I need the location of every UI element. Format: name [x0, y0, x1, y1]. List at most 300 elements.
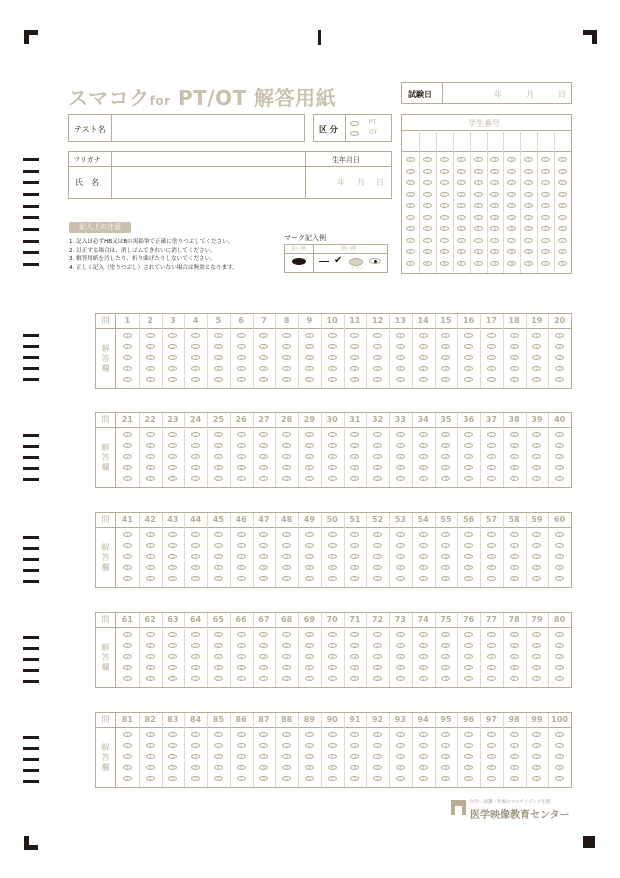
- student-number-bubble[interactable]: 8: [507, 249, 516, 254]
- answer-bubble[interactable]: 3: [555, 454, 564, 459]
- answer-bubble[interactable]: 5: [168, 377, 177, 382]
- student-number-bubble[interactable]: 9: [474, 261, 483, 266]
- answer-bubble[interactable]: 4: [237, 665, 246, 670]
- answer-bubble[interactable]: 4: [259, 366, 268, 371]
- answer-bubble[interactable]: 2: [350, 743, 359, 748]
- student-number-bubble[interactable]: 6: [406, 226, 415, 231]
- answer-bubble[interactable]: 2: [214, 543, 223, 548]
- answer-bubble[interactable]: 4: [373, 665, 382, 670]
- student-number-bubble[interactable]: 4: [541, 203, 550, 208]
- answer-bubble[interactable]: 4: [350, 565, 359, 570]
- answer-bubble[interactable]: 5: [419, 676, 428, 681]
- answer-bubble[interactable]: 3: [487, 454, 496, 459]
- answer-bubble[interactable]: 3: [282, 355, 291, 360]
- student-number-bubble[interactable]: 3: [558, 192, 567, 197]
- answer-bubble[interactable]: 3: [328, 754, 337, 759]
- answer-bubble[interactable]: 5: [282, 676, 291, 681]
- answer-bubble[interactable]: 1: [237, 333, 246, 338]
- student-number-bubble[interactable]: 3: [541, 192, 550, 197]
- answer-bubble[interactable]: 1: [350, 432, 359, 437]
- answer-bubble[interactable]: 3: [373, 355, 382, 360]
- student-number-bubble[interactable]: 1: [440, 169, 449, 174]
- student-number-bubble[interactable]: 4: [474, 203, 483, 208]
- answer-bubble[interactable]: 4: [146, 565, 155, 570]
- answer-bubble[interactable]: 3: [532, 554, 541, 559]
- answer-bubble[interactable]: 2: [123, 443, 132, 448]
- student-number-bubble[interactable]: 6: [507, 226, 516, 231]
- student-number-bubble[interactable]: 4: [423, 203, 432, 208]
- student-number-bubble[interactable]: 9: [457, 261, 466, 266]
- student-number-bubble[interactable]: 1: [541, 169, 550, 174]
- answer-bubble[interactable]: 2: [441, 743, 450, 748]
- student-number-bubble[interactable]: 5: [457, 215, 466, 220]
- answer-bubble[interactable]: 4: [373, 465, 382, 470]
- answer-bubble[interactable]: 5: [510, 476, 519, 481]
- answer-bubble[interactable]: 3: [532, 355, 541, 360]
- answer-bubble[interactable]: 5: [168, 776, 177, 781]
- answer-bubble[interactable]: 2: [532, 643, 541, 648]
- answer-bubble[interactable]: 1: [123, 732, 132, 737]
- student-number-bubble[interactable]: 2: [524, 180, 533, 185]
- answer-bubble[interactable]: 5: [259, 377, 268, 382]
- answer-bubble[interactable]: 2: [282, 543, 291, 548]
- answer-bubble[interactable]: 4: [146, 465, 155, 470]
- answer-bubble[interactable]: 3: [555, 754, 564, 759]
- answer-bubble[interactable]: 3: [487, 754, 496, 759]
- student-number-bubble[interactable]: 3: [524, 192, 533, 197]
- answer-bubble[interactable]: 2: [464, 743, 473, 748]
- answer-bubble[interactable]: 5: [282, 776, 291, 781]
- answer-bubble[interactable]: 5: [123, 776, 132, 781]
- answer-bubble[interactable]: 1: [305, 732, 314, 737]
- student-number-bubble[interactable]: 7: [423, 238, 432, 243]
- answer-bubble[interactable]: 2: [373, 344, 382, 349]
- answer-bubble[interactable]: 2: [373, 443, 382, 448]
- answer-bubble[interactable]: 3: [191, 554, 200, 559]
- student-number-bubble[interactable]: 4: [507, 203, 516, 208]
- student-number-bubble[interactable]: 8: [490, 249, 499, 254]
- answer-bubble[interactable]: 4: [441, 765, 450, 770]
- answer-bubble[interactable]: 2: [214, 443, 223, 448]
- answer-bubble[interactable]: 5: [396, 676, 405, 681]
- answer-bubble[interactable]: 3: [487, 554, 496, 559]
- answer-bubble[interactable]: 1: [191, 632, 200, 637]
- answer-bubble[interactable]: 4: [214, 765, 223, 770]
- answer-bubble[interactable]: 5: [168, 576, 177, 581]
- answer-bubble[interactable]: 4: [350, 665, 359, 670]
- answer-bubble[interactable]: 5: [259, 776, 268, 781]
- answer-bubble[interactable]: 3: [510, 355, 519, 360]
- answer-bubble[interactable]: 3: [396, 754, 405, 759]
- student-number-bubble[interactable]: 2: [440, 180, 449, 185]
- answer-bubble[interactable]: 2: [168, 543, 177, 548]
- answer-bubble[interactable]: 1: [259, 532, 268, 537]
- answer-bubble[interactable]: 4: [419, 366, 428, 371]
- answer-bubble[interactable]: 3: [259, 355, 268, 360]
- answer-bubble[interactable]: 3: [259, 654, 268, 659]
- answer-bubble[interactable]: 5: [214, 776, 223, 781]
- answer-bubble[interactable]: 2: [510, 543, 519, 548]
- answer-bubble[interactable]: 1: [532, 432, 541, 437]
- answer-bubble[interactable]: 5: [123, 676, 132, 681]
- answer-bubble[interactable]: 1: [555, 732, 564, 737]
- answer-bubble[interactable]: 2: [464, 344, 473, 349]
- answer-bubble[interactable]: 3: [532, 754, 541, 759]
- answer-bubble[interactable]: 4: [419, 565, 428, 570]
- student-number-bubble[interactable]: 5: [474, 215, 483, 220]
- answer-bubble[interactable]: 4: [396, 465, 405, 470]
- answer-bubble[interactable]: 4: [373, 366, 382, 371]
- answer-bubble[interactable]: 1: [328, 732, 337, 737]
- answer-bubble[interactable]: 1: [214, 632, 223, 637]
- answer-bubble[interactable]: 4: [373, 765, 382, 770]
- answer-bubble[interactable]: 1: [237, 632, 246, 637]
- answer-bubble[interactable]: 4: [419, 765, 428, 770]
- student-number-bubble[interactable]: 2: [490, 180, 499, 185]
- answer-bubble[interactable]: 1: [350, 732, 359, 737]
- answer-bubble[interactable]: 1: [464, 632, 473, 637]
- answer-bubble[interactable]: 1: [350, 632, 359, 637]
- answer-bubble[interactable]: 4: [555, 465, 564, 470]
- answer-bubble[interactable]: 3: [237, 554, 246, 559]
- answer-bubble[interactable]: 2: [237, 743, 246, 748]
- answer-bubble[interactable]: 2: [510, 344, 519, 349]
- student-number-bubble[interactable]: 7: [490, 238, 499, 243]
- answer-bubble[interactable]: 1: [328, 333, 337, 338]
- answer-bubble[interactable]: 2: [123, 344, 132, 349]
- answer-bubble[interactable]: 3: [464, 654, 473, 659]
- answer-bubble[interactable]: 4: [123, 565, 132, 570]
- answer-bubble[interactable]: 4: [146, 765, 155, 770]
- answer-bubble[interactable]: 2: [191, 443, 200, 448]
- answer-bubble[interactable]: 5: [396, 377, 405, 382]
- answer-bubble[interactable]: 5: [191, 776, 200, 781]
- answer-bubble[interactable]: 4: [282, 465, 291, 470]
- answer-bubble[interactable]: 4: [305, 565, 314, 570]
- answer-bubble[interactable]: 2: [282, 643, 291, 648]
- answer-bubble[interactable]: 5: [237, 377, 246, 382]
- student-number-bubble[interactable]: 6: [490, 226, 499, 231]
- answer-bubble[interactable]: 2: [419, 344, 428, 349]
- answer-bubble[interactable]: 1: [305, 632, 314, 637]
- answer-bubble[interactable]: 4: [555, 765, 564, 770]
- student-number-bubble[interactable]: 0: [541, 157, 550, 162]
- student-number-bubble[interactable]: 1: [423, 169, 432, 174]
- student-number-bubble[interactable]: 9: [406, 261, 415, 266]
- answer-bubble[interactable]: 4: [259, 465, 268, 470]
- answer-bubble[interactable]: 4: [464, 565, 473, 570]
- answer-bubble[interactable]: 4: [464, 366, 473, 371]
- answer-bubble[interactable]: 4: [259, 565, 268, 570]
- answer-bubble[interactable]: 2: [259, 443, 268, 448]
- student-number-bubble[interactable]: 3: [440, 192, 449, 197]
- answer-bubble[interactable]: 3: [510, 454, 519, 459]
- answer-bubble[interactable]: 3: [532, 454, 541, 459]
- answer-bubble[interactable]: 1: [350, 532, 359, 537]
- answer-bubble[interactable]: 1: [487, 532, 496, 537]
- answer-bubble[interactable]: 3: [464, 454, 473, 459]
- answer-bubble[interactable]: 5: [555, 576, 564, 581]
- answer-bubble[interactable]: 5: [328, 476, 337, 481]
- answer-bubble[interactable]: 5: [305, 776, 314, 781]
- answer-bubble[interactable]: 5: [305, 576, 314, 581]
- answer-bubble[interactable]: 3: [487, 654, 496, 659]
- answer-bubble[interactable]: 4: [419, 665, 428, 670]
- answer-bubble[interactable]: 4: [350, 765, 359, 770]
- answer-bubble[interactable]: 5: [487, 676, 496, 681]
- answer-bubble[interactable]: 3: [282, 554, 291, 559]
- answer-bubble[interactable]: 5: [464, 676, 473, 681]
- answer-bubble[interactable]: 4: [146, 665, 155, 670]
- answer-bubble[interactable]: 4: [487, 565, 496, 570]
- answer-bubble[interactable]: 4: [441, 366, 450, 371]
- answer-bubble[interactable]: 3: [259, 754, 268, 759]
- answer-bubble[interactable]: 2: [237, 443, 246, 448]
- answer-bubble[interactable]: 1: [191, 532, 200, 537]
- answer-bubble[interactable]: 3: [441, 454, 450, 459]
- student-number-bubble[interactable]: 7: [558, 238, 567, 243]
- answer-bubble[interactable]: 2: [237, 543, 246, 548]
- answer-bubble[interactable]: 3: [510, 754, 519, 759]
- answer-bubble[interactable]: 5: [373, 576, 382, 581]
- answer-bubble[interactable]: 4: [214, 366, 223, 371]
- answer-bubble[interactable]: 1: [168, 532, 177, 537]
- answer-bubble[interactable]: 2: [350, 344, 359, 349]
- student-number-bubble[interactable]: 9: [507, 261, 516, 266]
- student-number-bubble[interactable]: 5: [507, 215, 516, 220]
- answer-bubble[interactable]: 4: [487, 366, 496, 371]
- answer-bubble[interactable]: 1: [396, 432, 405, 437]
- answer-bubble[interactable]: 5: [373, 676, 382, 681]
- answer-bubble[interactable]: 2: [328, 443, 337, 448]
- answer-bubble[interactable]: 5: [350, 676, 359, 681]
- answer-bubble[interactable]: 5: [532, 776, 541, 781]
- answer-bubble[interactable]: 4: [305, 765, 314, 770]
- answer-bubble[interactable]: 2: [532, 443, 541, 448]
- answer-bubble[interactable]: 1: [146, 333, 155, 338]
- answer-bubble[interactable]: 3: [328, 554, 337, 559]
- student-number-bubble[interactable]: 6: [524, 226, 533, 231]
- answer-bubble[interactable]: 4: [328, 465, 337, 470]
- answer-bubble[interactable]: 3: [168, 355, 177, 360]
- answer-bubble[interactable]: 5: [350, 377, 359, 382]
- answer-bubble[interactable]: 5: [237, 776, 246, 781]
- answer-bubble[interactable]: 1: [259, 333, 268, 338]
- answer-bubble[interactable]: 5: [555, 776, 564, 781]
- answer-bubble[interactable]: 5: [305, 476, 314, 481]
- student-number-bubble[interactable]: 1: [406, 169, 415, 174]
- answer-bubble[interactable]: 2: [487, 543, 496, 548]
- answer-bubble[interactable]: 5: [441, 576, 450, 581]
- answer-bubble[interactable]: 4: [441, 665, 450, 670]
- student-number-bubble[interactable]: 4: [558, 203, 567, 208]
- answer-bubble[interactable]: 1: [441, 532, 450, 537]
- answer-bubble[interactable]: 5: [214, 576, 223, 581]
- student-number-bubble[interactable]: 2: [541, 180, 550, 185]
- answer-bubble[interactable]: 5: [532, 476, 541, 481]
- answer-bubble[interactable]: 2: [259, 643, 268, 648]
- answer-bubble[interactable]: 1: [373, 333, 382, 338]
- student-number-bubble[interactable]: 1: [457, 169, 466, 174]
- answer-bubble[interactable]: 1: [305, 532, 314, 537]
- student-number-bubble[interactable]: 8: [406, 249, 415, 254]
- answer-bubble[interactable]: 5: [146, 676, 155, 681]
- answer-bubble[interactable]: 3: [441, 355, 450, 360]
- student-number-bubble[interactable]: 0: [457, 157, 466, 162]
- answer-bubble[interactable]: 3: [237, 454, 246, 459]
- answer-bubble[interactable]: 4: [259, 665, 268, 670]
- student-number-bubble[interactable]: 7: [457, 238, 466, 243]
- answer-bubble[interactable]: 3: [214, 454, 223, 459]
- answer-bubble[interactable]: 4: [510, 765, 519, 770]
- answer-bubble[interactable]: 1: [282, 432, 291, 437]
- answer-bubble[interactable]: 5: [555, 676, 564, 681]
- answer-bubble[interactable]: 5: [396, 576, 405, 581]
- student-number-bubble[interactable]: 3: [406, 192, 415, 197]
- answer-bubble[interactable]: 2: [441, 344, 450, 349]
- student-number-bubble[interactable]: 6: [440, 226, 449, 231]
- answer-bubble[interactable]: 1: [532, 732, 541, 737]
- answer-bubble[interactable]: 1: [214, 333, 223, 338]
- answer-bubble[interactable]: 4: [487, 465, 496, 470]
- student-number-bubble[interactable]: 8: [541, 249, 550, 254]
- answer-bubble[interactable]: 5: [555, 377, 564, 382]
- answer-bubble[interactable]: 2: [396, 344, 405, 349]
- answer-bubble[interactable]: 5: [532, 676, 541, 681]
- answer-bubble[interactable]: 5: [214, 377, 223, 382]
- student-number-bubble[interactable]: 3: [507, 192, 516, 197]
- answer-bubble[interactable]: 5: [464, 377, 473, 382]
- answer-bubble[interactable]: 5: [305, 377, 314, 382]
- answer-bubble[interactable]: 1: [282, 632, 291, 637]
- student-number-bubble[interactable]: 9: [558, 261, 567, 266]
- answer-bubble[interactable]: 1: [419, 333, 428, 338]
- answer-bubble[interactable]: 4: [510, 366, 519, 371]
- answer-bubble[interactable]: 4: [146, 366, 155, 371]
- answer-bubble[interactable]: 4: [191, 366, 200, 371]
- student-number-bubble[interactable]: 8: [558, 249, 567, 254]
- answer-bubble[interactable]: 3: [464, 754, 473, 759]
- answer-bubble[interactable]: 2: [464, 443, 473, 448]
- answer-bubble[interactable]: 1: [464, 732, 473, 737]
- answer-bubble[interactable]: 1: [532, 632, 541, 637]
- answer-bubble[interactable]: 2: [419, 443, 428, 448]
- answer-bubble[interactable]: 1: [532, 333, 541, 338]
- answer-bubble[interactable]: 5: [237, 676, 246, 681]
- answer-bubble[interactable]: 3: [510, 554, 519, 559]
- answer-bubble[interactable]: 3: [146, 355, 155, 360]
- answer-bubble[interactable]: 2: [510, 443, 519, 448]
- answer-bubble[interactable]: 5: [146, 377, 155, 382]
- answer-bubble[interactable]: 5: [259, 476, 268, 481]
- answer-bubble[interactable]: 3: [328, 454, 337, 459]
- answer-bubble[interactable]: 3: [282, 454, 291, 459]
- answer-bubble[interactable]: 1: [123, 333, 132, 338]
- answer-bubble[interactable]: 5: [419, 776, 428, 781]
- answer-bubble[interactable]: 5: [328, 776, 337, 781]
- student-number-bubble[interactable]: 4: [524, 203, 533, 208]
- answer-bubble[interactable]: 1: [237, 732, 246, 737]
- answer-bubble[interactable]: 1: [510, 532, 519, 537]
- answer-bubble[interactable]: 1: [237, 432, 246, 437]
- student-number-bubble[interactable]: 1: [474, 169, 483, 174]
- answer-bubble[interactable]: 1: [123, 532, 132, 537]
- answer-bubble[interactable]: 2: [419, 743, 428, 748]
- answer-bubble[interactable]: 5: [123, 476, 132, 481]
- answer-bubble[interactable]: 5: [419, 576, 428, 581]
- answer-bubble[interactable]: 2: [555, 344, 564, 349]
- answer-bubble[interactable]: 4: [282, 665, 291, 670]
- answer-bubble[interactable]: 2: [282, 443, 291, 448]
- answer-bubble[interactable]: 1: [373, 432, 382, 437]
- answer-bubble[interactable]: 2: [305, 344, 314, 349]
- answer-bubble[interactable]: 5: [237, 476, 246, 481]
- answer-bubble[interactable]: 1: [419, 732, 428, 737]
- student-number-bubble[interactable]: 0: [440, 157, 449, 162]
- answer-bubble[interactable]: 2: [532, 543, 541, 548]
- answer-bubble[interactable]: 1: [146, 632, 155, 637]
- answer-bubble[interactable]: 1: [350, 333, 359, 338]
- answer-bubble[interactable]: 1: [168, 632, 177, 637]
- answer-bubble[interactable]: 3: [373, 554, 382, 559]
- answer-bubble[interactable]: 1: [487, 432, 496, 437]
- answer-bubble[interactable]: 5: [487, 476, 496, 481]
- student-number-bubble[interactable]: 3: [474, 192, 483, 197]
- answer-bubble[interactable]: 1: [464, 532, 473, 537]
- answer-bubble[interactable]: 3: [396, 554, 405, 559]
- answer-bubble[interactable]: 3: [191, 654, 200, 659]
- answer-bubble[interactable]: 2: [373, 643, 382, 648]
- answer-bubble[interactable]: 5: [510, 377, 519, 382]
- answer-bubble[interactable]: 4: [237, 565, 246, 570]
- answer-bubble[interactable]: 2: [532, 743, 541, 748]
- answer-bubble[interactable]: 2: [123, 643, 132, 648]
- student-number-bubble[interactable]: 1: [524, 169, 533, 174]
- answer-bubble[interactable]: 4: [464, 765, 473, 770]
- student-number-bubble[interactable]: 5: [440, 215, 449, 220]
- answer-bubble[interactable]: 1: [555, 333, 564, 338]
- answer-bubble[interactable]: 5: [373, 776, 382, 781]
- student-number-bubble[interactable]: 3: [423, 192, 432, 197]
- answer-bubble[interactable]: 1: [214, 432, 223, 437]
- answer-bubble[interactable]: 1: [396, 732, 405, 737]
- answer-bubble[interactable]: 2: [191, 543, 200, 548]
- student-number-bubble[interactable]: 3: [490, 192, 499, 197]
- answer-bubble[interactable]: 2: [191, 743, 200, 748]
- answer-bubble[interactable]: 1: [441, 632, 450, 637]
- answer-bubble[interactable]: 4: [168, 765, 177, 770]
- student-number-bubble[interactable]: 8: [423, 249, 432, 254]
- answer-bubble[interactable]: 5: [532, 377, 541, 382]
- answer-bubble[interactable]: 4: [282, 366, 291, 371]
- answer-bubble[interactable]: 4: [464, 665, 473, 670]
- answer-bubble[interactable]: 3: [123, 454, 132, 459]
- answer-bubble[interactable]: 3: [282, 654, 291, 659]
- student-number-bubble[interactable]: 9: [524, 261, 533, 266]
- answer-bubble[interactable]: 3: [146, 454, 155, 459]
- answer-bubble[interactable]: 5: [259, 676, 268, 681]
- answer-bubble[interactable]: 4: [419, 465, 428, 470]
- answer-bubble[interactable]: 5: [487, 377, 496, 382]
- answer-bubble[interactable]: 3: [373, 454, 382, 459]
- student-number-bubble[interactable]: 2: [558, 180, 567, 185]
- answer-bubble[interactable]: 3: [191, 754, 200, 759]
- answer-bubble[interactable]: 3: [441, 754, 450, 759]
- answer-bubble[interactable]: 2: [328, 743, 337, 748]
- answer-bubble[interactable]: 3: [123, 754, 132, 759]
- answer-bubble[interactable]: 5: [146, 576, 155, 581]
- answer-bubble[interactable]: 3: [214, 355, 223, 360]
